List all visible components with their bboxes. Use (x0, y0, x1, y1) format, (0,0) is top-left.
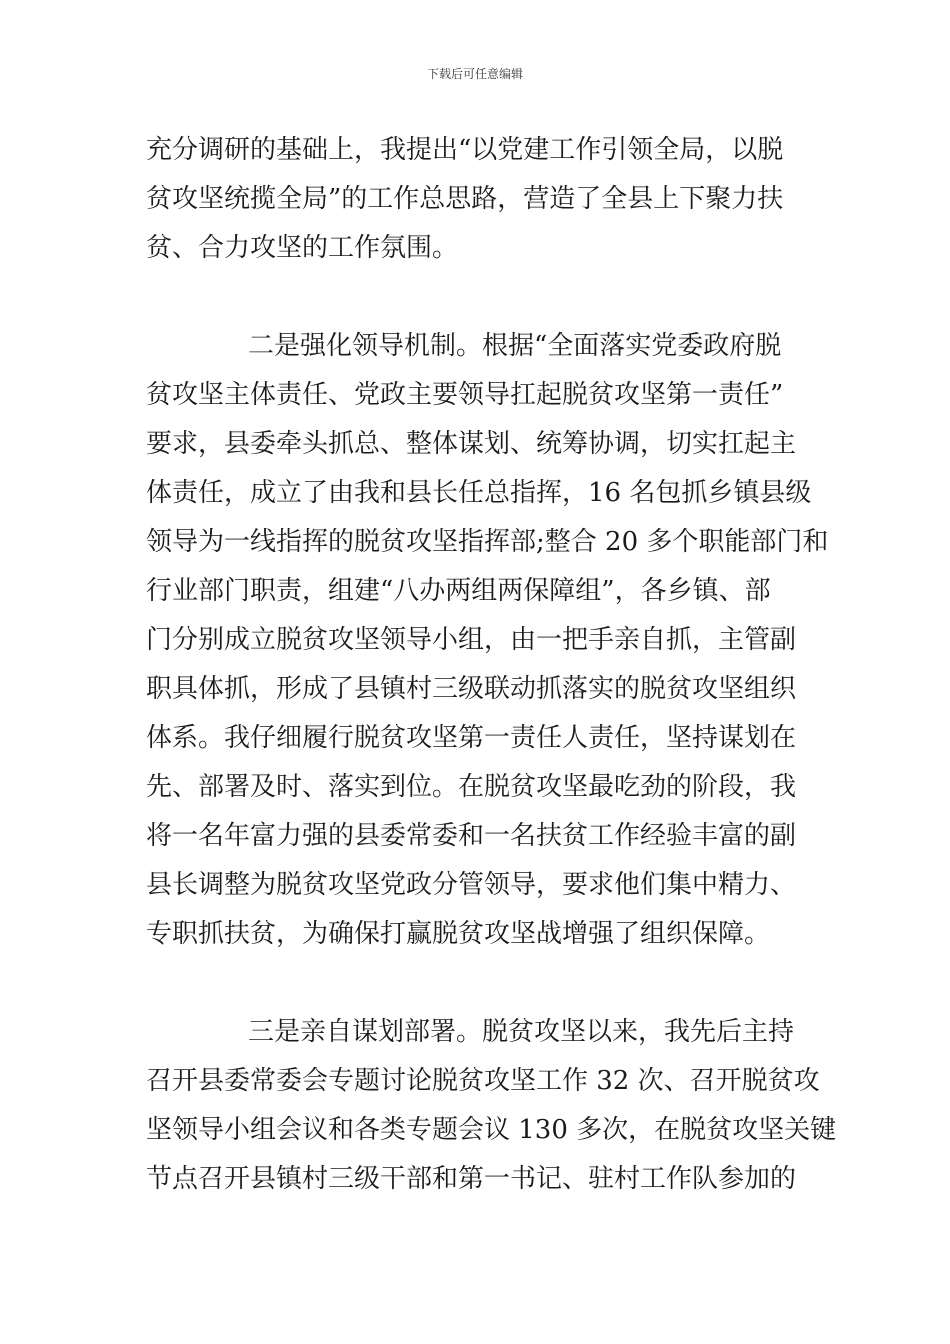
text-line: 贫攻坚主体责任、党政主要领导扛起脱贫攻坚第一责任” (146, 380, 784, 410)
text-line: 领导为一线指挥的脱贫攻坚指挥部;整合 20 多个职能部门和 (146, 527, 829, 557)
text-line: 三是亲自谋划部署。脱贫攻坚以来，我先后主持 (248, 1017, 795, 1047)
text-line: 体责任，成立了由我和县长任总指挥，16 名包抓乡镇县级 (146, 478, 812, 508)
text-line: 充分调研的基础上，我提出“以党建工作引领全局，以脱 (146, 135, 784, 165)
text-line: 专职抓扶贫，为确保打赢脱贫攻坚战增强了组织保障。 (146, 919, 771, 949)
paragraph-2 (146, 322, 829, 959)
text-line: 县长调整为脱贫攻坚党政分管领导，要求他们集中精力、 (146, 870, 797, 900)
text-line: 要求，县委牵头抓总、整体谋划、统筹协调，切实扛起主 (146, 429, 797, 459)
paragraph-gap (146, 959, 816, 1008)
text-line: 将一名年富力强的县委常委和一名扶贫工作经验丰富的副 (146, 821, 797, 851)
paragraph-gap (146, 273, 816, 322)
text-line: 职具体抓，形成了县镇村三级联动抓落实的脱贫攻坚组织 (146, 674, 797, 704)
paragraph-1 (146, 126, 816, 273)
text-line: 节点召开县镇村三级干部和第一书记、驻村工作队参加的 (146, 1164, 797, 1194)
document-body (146, 126, 837, 1204)
text-line: 二是强化领导机制。根据“全面落实党委政府脱 (248, 331, 782, 361)
text-line: 坚领导小组会议和各类专题会议 130 多次，在脱贫攻坚关键 (146, 1115, 837, 1145)
text-line: 召开县委常委会专题讨论脱贫攻坚工作 32 次、召开脱贫攻 (146, 1066, 820, 1096)
text-line: 贫、合力攻坚的工作氛围。 (146, 233, 459, 263)
text-line: 先、部署及时、落实到位。在脱贫攻坚最吃劲的阶段，我 (146, 772, 797, 802)
text-line: 体系。我仔细履行脱贫攻坚第一责任人责任，坚持谋划在 (146, 723, 797, 753)
text-line: 行业部门职责，组建“八办两组两保障组”，各乡镇、部 (146, 576, 771, 606)
text-line: 门分别成立脱贫攻坚领导小组，由一把手亲自抓，主管副 (146, 625, 797, 655)
text-line: 贫攻坚统揽全局”的工作总思路，营造了全县上下聚力扶 (146, 184, 784, 214)
paragraph-3 (146, 1008, 837, 1204)
page-header-note: 下载后可任意编辑 (426, 67, 523, 81)
